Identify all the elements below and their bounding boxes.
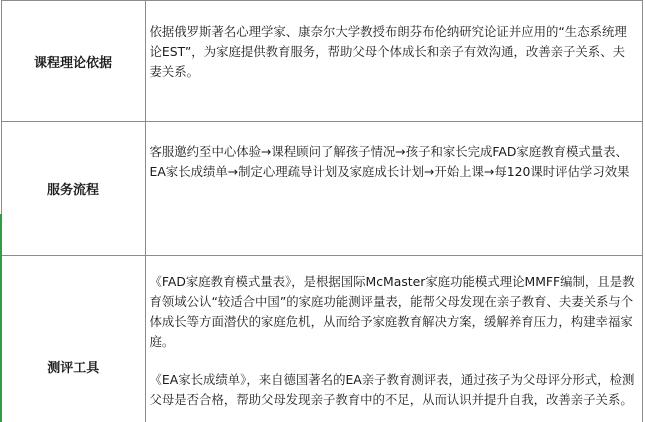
content-cell[interactable] [145,1,643,122]
table-row [1,256,643,422]
table-row [1,1,643,122]
content-cell[interactable] [145,122,643,256]
content-paragraph: 《EA家长成绩单》，来自德国著名的EA亲子教育测评表，通过孩子为父母评分形式，检测父母是否合格，帮助父母发现亲子教育中的不足，从而认识并提升自我，改善亲子关系。 [149,372,635,407]
label-cell[interactable]: 测评工具 [1,256,145,422]
cell-selection-border [0,214,2,422]
table-row [1,122,643,256]
content-paragraph: 客服邀约至中心体验→课程顾问了解孩子情况→孩子和家长完成FAD家庭教育模式量表、EA家长成绩单→制定心理疏导计划及家庭成长计划→开始上课→每120课时评估学习效果 [149,144,630,179]
label-cell[interactable]: 服务流程 [1,122,145,256]
label-cell[interactable]: 课程理论依据 [1,1,145,122]
content-paragraph: 依据俄罗斯著名心理学家、康奈尔大学教授布朗芬布伦纳研究论证并应用的“生态系统理论EST”，为家庭提供教育服务，帮助父母个体成长和亲子有效沟通，改善亲子关系、夫妻关系。 [149,24,627,79]
content-cell[interactable] [145,256,643,422]
content-paragraph: 《FAD家庭教育模式量表》，是根据国际McMaster家庭功能模式理论MMFF编制，且是教育领域公认“较适合中国”的家庭功能测评量表，能帮父母发现在亲子教育、夫妻关系与个体成长等方面潜伏的家庭危机，从而给予家庭教育解决方案，缓解养育压力，构建幸福家庭。 [149,274,635,349]
